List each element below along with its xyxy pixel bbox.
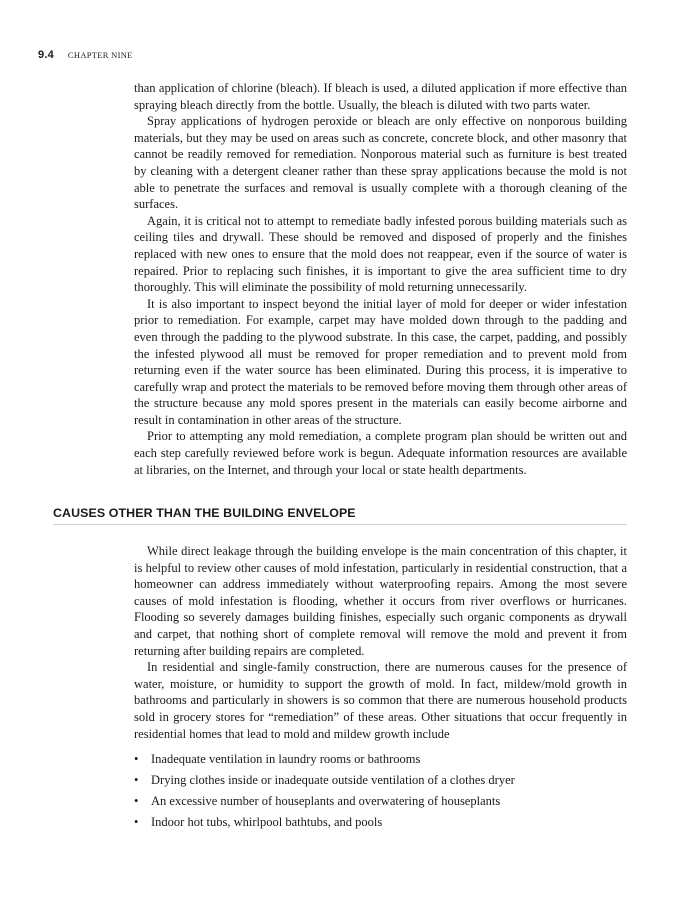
section-text-block [134,543,627,742]
page-number: 9.4 [38,49,54,61]
section-heading: CAUSES OTHER THAN THE BUILDING ENVELOPE [53,506,627,525]
list-item-text: Drying clothes inside or inadequate outside ventilation of a clothes dryer [151,773,515,787]
list-item [134,770,627,791]
bullet-icon: • [134,794,139,808]
paragraph: It is also important to inspect beyond the initial layer of mold for deeper or wider infestation prior to remediation. For example, carpet may have molded down through to the padding and even through the padding to the plywood substrate. In this case, the carpet, padding, and possibly the infested plywood all must be removed for proper remediation and to prevent mold from returning even if the water source has been eliminated. During this process, it is imperative to carefully wrap and protect the materials to be removed before moving them through other areas of the structure because any mold spores present in the materials can easily become airborne and result in contamination in other areas of the structure. [134,296,627,427]
bullet-list [134,749,627,833]
list-item [134,749,627,770]
paragraph: Spray applications of hydrogen peroxide or bleach are only effective on nonporous building materials, but they may be used on areas such as concrete, concrete block, and other masonry that cannot be readily removed for remediation. Nonporous material such as furniture is best treated by cleaning with a detergent cleaner rather than these spray applications because the mold is not able to penetrate the surfaces and removal is usually complete with a thorough cleaning of the surfaces. [134,114,627,212]
chapter-label: CHAPTER NINE [67,50,133,60]
list-item [134,812,627,833]
bullet-icon: • [134,752,139,766]
running-head [38,49,133,63]
paragraph: While direct leakage through the building envelope is the main concentration of this chapter, it is helpful to review other causes of mold infestation, particularly in residential construction, that a homeowner can address immediately without waterproofing repairs. Among the most severe causes of mold infestation is flooding, whether it occurs from river overflows or hurricanes. Flooding so severely damages building finishes, especially such organic components as drywall and carpet, that nothing short of complete removal will remove the mold and prevent it from returning after building repairs are completed. [134,544,627,658]
intro-text-block [134,80,627,478]
bullet-icon: • [134,815,139,829]
paragraph: Again, it is critical not to attempt to remediate badly infested porous building materials such as ceiling tiles and drywall. These should be removed and disposed of properly and the finishes replaced with new ones to ensure that the mold does not reappear, even if the source of water is repaired. Prior to replacing such finishes, it is important to give the area sufficient time to dry thoroughly. This will eliminate the possibility of mold returning unnecessarily. [134,213,627,295]
paragraph: than application of chlorine (bleach). If bleach is used, a diluted application if more effective than spraying bleach directly from the bottle. Usually, the bleach is diluted with two parts water. [134,81,627,112]
list-item-text: Indoor hot tubs, whirlpool bathtubs, and pools [151,815,383,829]
paragraph: In residential and single-family construction, there are numerous causes for the presence of water, moisture, or humidity to support the growth of mold. In fact, mildew/mold growth in bathrooms and particularly in showers is so common that there are numerous household products sold in grocery stores for “remediation” of these areas. Other situations that occur frequently in residential homes that lead to mold and mildew growth include [134,660,627,741]
list-item [134,791,627,812]
bullet-icon: • [134,773,139,787]
list-item-text: Inadequate ventilation in laundry rooms or bathrooms [151,752,421,766]
list-item-text: An excessive number of houseplants and overwatering of houseplants [151,794,501,808]
paragraph: Prior to attempting any mold remediation, a complete program plan should be written out and each step carefully reviewed before work is begun. Adequate information resources are available at libraries, on the Internet, and through your local or state health departments. [134,429,627,477]
